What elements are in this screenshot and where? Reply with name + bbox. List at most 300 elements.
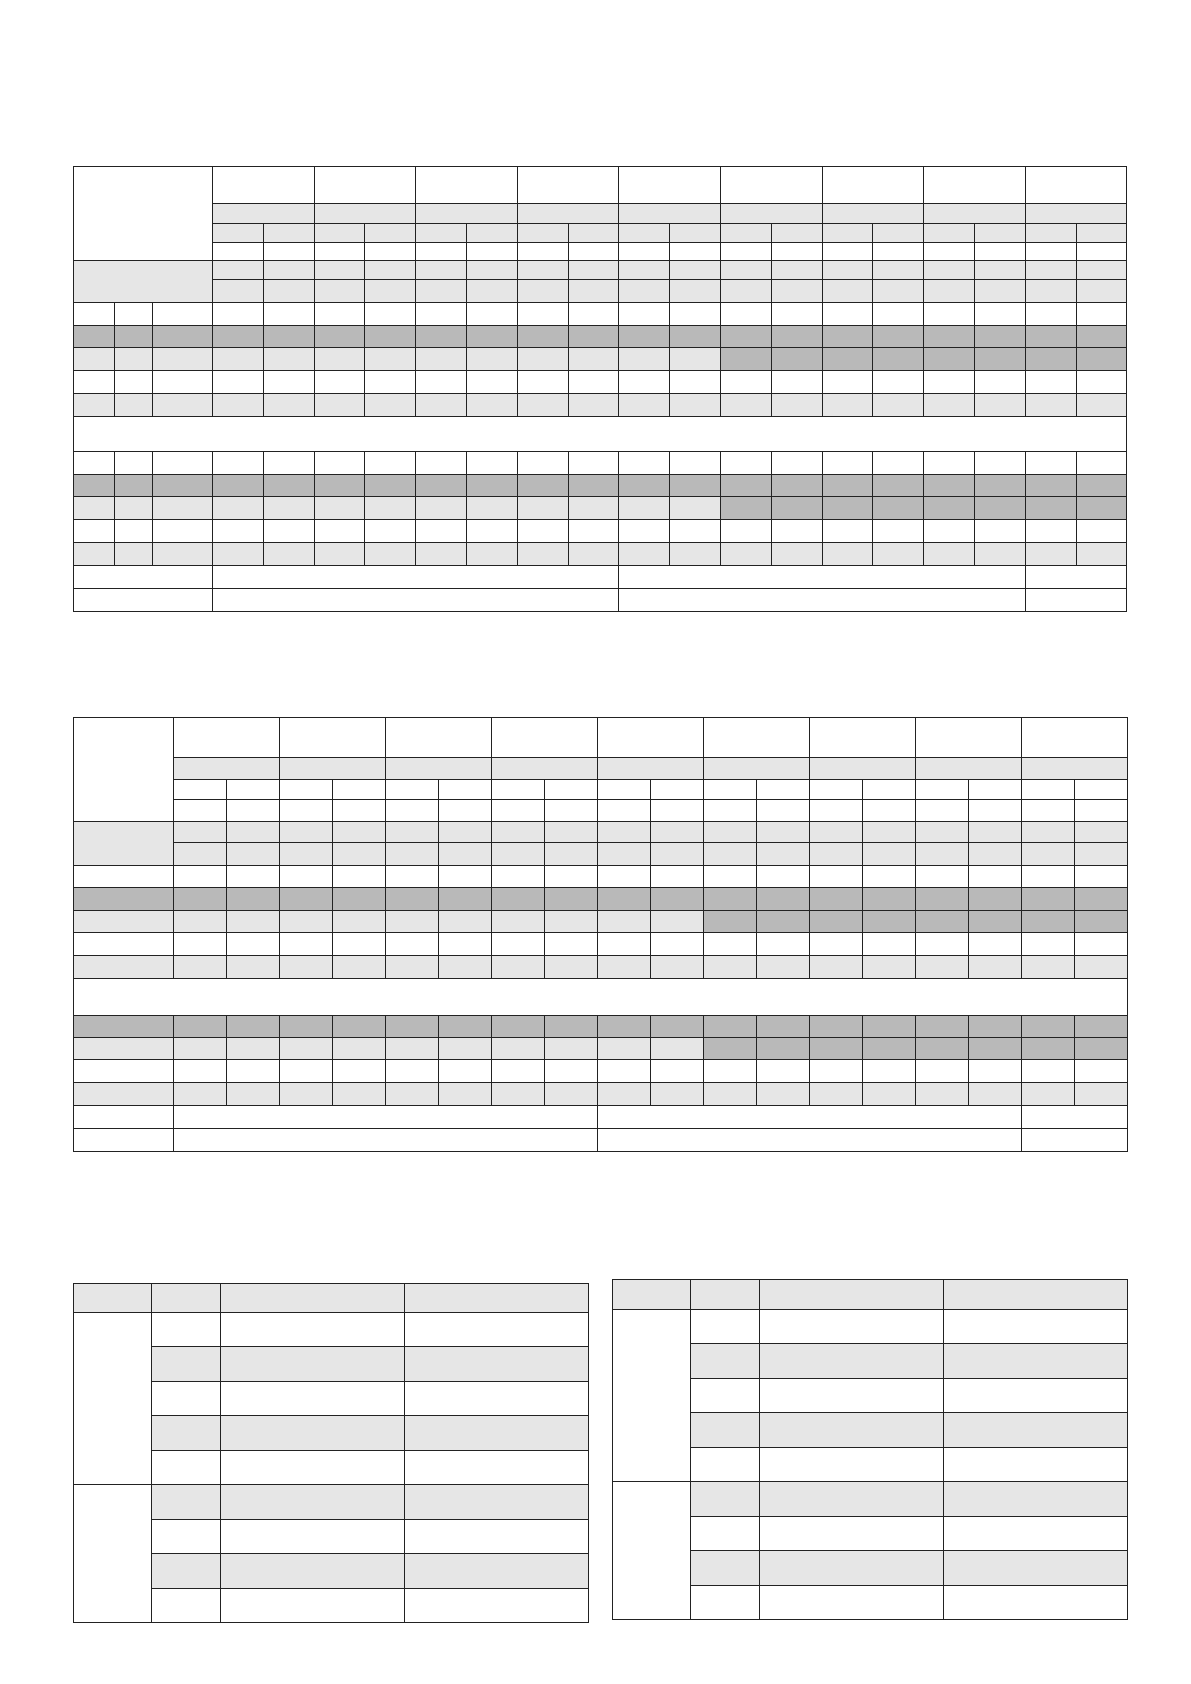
t1-cell <box>1025 261 1076 280</box>
t2-cell <box>757 866 810 888</box>
t1-cell <box>720 224 771 243</box>
t1-cell <box>213 167 315 204</box>
t1-cell <box>568 261 619 280</box>
t3-cell <box>152 1313 221 1347</box>
t1-cell <box>771 475 822 497</box>
t3-row <box>74 1485 589 1520</box>
t1-cell <box>771 394 822 417</box>
t4-cell <box>760 1280 944 1310</box>
t1-cell <box>568 543 619 566</box>
t2-cell <box>1075 800 1128 822</box>
t1-cell <box>873 326 924 348</box>
t2-cell <box>174 1016 227 1038</box>
t4-cell <box>760 1448 944 1482</box>
t1-cell <box>365 326 416 348</box>
t1-cell <box>365 261 416 280</box>
t1-cell <box>365 520 416 543</box>
t2-cell <box>333 1083 386 1106</box>
t1-cell <box>974 543 1025 566</box>
t1-cell <box>720 303 771 326</box>
t2-cell <box>863 780 916 800</box>
t3-cell <box>74 1313 152 1485</box>
t1-row <box>74 243 1127 261</box>
t1-cell <box>365 497 416 520</box>
t1-cell <box>670 543 721 566</box>
t2-cell <box>280 866 333 888</box>
t1-row <box>74 224 1127 243</box>
t1-cell <box>153 520 213 543</box>
t2-cell <box>386 1038 439 1060</box>
t1-cell <box>619 475 670 497</box>
t2-cell <box>916 1016 969 1038</box>
t2-cell <box>386 866 439 888</box>
t2-cell <box>1022 888 1075 911</box>
t2-cell <box>1022 1083 1075 1106</box>
t1-cell <box>771 543 822 566</box>
t2-cell <box>386 718 492 758</box>
t1-row <box>74 261 1127 280</box>
t2-cell <box>386 780 439 800</box>
t2-cell <box>704 956 757 979</box>
t1-cell <box>974 261 1025 280</box>
t4-cell <box>760 1586 944 1620</box>
t2-cell <box>545 800 598 822</box>
t1-cell <box>974 224 1025 243</box>
t2-cell <box>174 933 227 956</box>
t2-cell <box>74 933 174 956</box>
t1-cell <box>517 394 568 417</box>
t2-cell <box>1075 1060 1128 1083</box>
t1-cell <box>822 224 873 243</box>
t2-cell <box>651 888 704 911</box>
t2-cell <box>333 1016 386 1038</box>
t1-cell <box>416 167 518 204</box>
t2-cell <box>704 800 757 822</box>
t1-cell <box>314 543 365 566</box>
t2-cell <box>598 758 704 780</box>
t1-cell <box>467 452 518 475</box>
t1-cell <box>873 452 924 475</box>
t4-row <box>613 1310 1128 1344</box>
t2-cell <box>227 843 280 866</box>
t1-cell <box>1025 204 1127 224</box>
t4-cell <box>691 1310 760 1344</box>
t1-cell <box>924 261 975 280</box>
t2-cell <box>1075 822 1128 843</box>
t1-cell <box>873 243 924 261</box>
t1-row <box>74 589 1127 612</box>
t3-cell <box>152 1520 221 1554</box>
t2-cell <box>757 888 810 911</box>
t2-cell <box>810 888 863 911</box>
t2-cell <box>492 718 598 758</box>
t1-cell <box>670 475 721 497</box>
t1-cell <box>263 452 314 475</box>
t2-cell <box>1022 1038 1075 1060</box>
t2-cell <box>1075 911 1128 933</box>
t1-cell <box>822 167 924 204</box>
t2-cell <box>810 866 863 888</box>
t1-cell <box>314 326 365 348</box>
t4-cell <box>613 1482 691 1620</box>
t1-cell <box>822 475 873 497</box>
t1-cell <box>263 326 314 348</box>
t1-cell <box>822 497 873 520</box>
t1-cell <box>467 475 518 497</box>
t2-cell <box>492 843 545 866</box>
t1-cell <box>314 303 365 326</box>
t2-cell <box>74 956 174 979</box>
t1-cell <box>771 326 822 348</box>
t2-cell <box>916 1060 969 1083</box>
t1-cell <box>213 348 264 371</box>
t2-cell <box>810 933 863 956</box>
t2-cell <box>280 780 333 800</box>
t3-cell <box>152 1382 221 1416</box>
t1-cell <box>365 452 416 475</box>
t1-cell <box>619 497 670 520</box>
t2-cell <box>916 718 1022 758</box>
t1-cell <box>115 452 153 475</box>
t2-cell <box>227 911 280 933</box>
t1-cell <box>619 224 670 243</box>
t2-cell <box>74 822 174 866</box>
t1-cell <box>416 243 467 261</box>
t1-cell <box>517 224 568 243</box>
t2-cell <box>651 1083 704 1106</box>
t2-cell <box>1022 1016 1075 1038</box>
t1-cell <box>74 167 213 261</box>
t1-row <box>74 452 1127 475</box>
t2-cell <box>810 718 916 758</box>
t1-cell <box>115 543 153 566</box>
t2-row <box>74 780 1128 800</box>
t1-cell <box>213 497 264 520</box>
t2-cell <box>1075 956 1128 979</box>
t1-cell <box>213 326 264 348</box>
t1-cell <box>873 303 924 326</box>
t2-cell <box>386 800 439 822</box>
t1-cell <box>467 326 518 348</box>
t2-cell <box>863 1016 916 1038</box>
t2-cell <box>651 1016 704 1038</box>
t1-row <box>74 417 1127 452</box>
t1-cell <box>771 497 822 520</box>
t2-cell <box>492 956 545 979</box>
t4-row <box>613 1551 1128 1586</box>
t1-cell <box>517 243 568 261</box>
t1-cell <box>115 520 153 543</box>
t3-cell <box>152 1416 221 1451</box>
t2-cell <box>863 956 916 979</box>
t2-cell <box>810 1016 863 1038</box>
t3-row <box>74 1554 589 1589</box>
t2-cell <box>386 822 439 843</box>
t1-cell <box>115 326 153 348</box>
t1-cell <box>1025 543 1076 566</box>
t2-cell <box>439 911 492 933</box>
t2-cell <box>651 800 704 822</box>
t2-cell <box>1022 956 1075 979</box>
t1-cell <box>314 475 365 497</box>
t3-cell <box>74 1485 152 1623</box>
t1-cell <box>213 261 264 280</box>
t2-cell <box>810 843 863 866</box>
t1-cell <box>213 204 315 224</box>
t2-cell <box>333 780 386 800</box>
t3-row <box>74 1520 589 1554</box>
t2-cell <box>492 758 598 780</box>
t2-cell <box>810 822 863 843</box>
t1-row <box>74 280 1127 303</box>
t1-cell <box>974 243 1025 261</box>
t2-cell <box>386 1083 439 1106</box>
t3-cell <box>405 1451 589 1485</box>
t1-cell <box>873 280 924 303</box>
t1-cell <box>1025 303 1076 326</box>
t2-cell <box>492 822 545 843</box>
t2-cell <box>227 780 280 800</box>
t1-cell <box>619 167 721 204</box>
t1-cell <box>619 303 670 326</box>
t2-row <box>74 911 1128 933</box>
t3-cell <box>152 1589 221 1623</box>
t2-cell <box>1022 718 1128 758</box>
t1-cell <box>720 452 771 475</box>
t2-cell <box>386 1060 439 1083</box>
t2-cell <box>810 1060 863 1083</box>
t1-cell <box>822 348 873 371</box>
t2-row <box>74 1038 1128 1060</box>
t2-cell <box>757 780 810 800</box>
t2-cell <box>227 888 280 911</box>
t1-cell <box>1025 394 1076 417</box>
t2-cell <box>1022 822 1075 843</box>
t2-row <box>74 866 1128 888</box>
t4-row <box>613 1379 1128 1413</box>
t3-cell <box>221 1347 405 1382</box>
t2-cell <box>704 822 757 843</box>
t1-cell <box>720 348 771 371</box>
t2-cell <box>492 866 545 888</box>
t1-cell <box>213 224 264 243</box>
t2-cell <box>174 1083 227 1106</box>
t2-cell <box>598 822 651 843</box>
t2-cell <box>598 866 651 888</box>
t2-cell <box>704 1038 757 1060</box>
t2-cell <box>651 822 704 843</box>
t1-cell <box>1076 326 1127 348</box>
t4-cell <box>691 1551 760 1586</box>
t2-cell <box>545 956 598 979</box>
t2-cell <box>916 758 1022 780</box>
t2-cell <box>704 888 757 911</box>
t4-cell <box>760 1517 944 1551</box>
t2-row <box>74 1016 1128 1038</box>
t1-cell <box>74 348 115 371</box>
t1-cell <box>365 224 416 243</box>
t2-cell <box>969 780 1022 800</box>
t2-cell <box>174 718 280 758</box>
t1-cell <box>314 167 416 204</box>
t3-cell <box>221 1589 405 1623</box>
t1-cell <box>670 371 721 394</box>
t1-cell <box>670 326 721 348</box>
t1-cell <box>1076 497 1127 520</box>
t1-cell <box>568 475 619 497</box>
t1-cell <box>263 497 314 520</box>
t1-cell <box>822 326 873 348</box>
t2-cell <box>545 1083 598 1106</box>
t1-cell <box>467 371 518 394</box>
t1-cell <box>416 204 518 224</box>
t2-cell <box>651 933 704 956</box>
t2-cell <box>1022 933 1075 956</box>
t1-cell <box>416 543 467 566</box>
t1-cell <box>822 204 924 224</box>
t2-cell <box>1075 843 1128 866</box>
t1-cell <box>115 371 153 394</box>
t2-cell <box>227 866 280 888</box>
t1-cell <box>365 543 416 566</box>
t2-cell <box>545 888 598 911</box>
t3-row <box>74 1382 589 1416</box>
t1-cell <box>822 520 873 543</box>
t1-cell <box>213 543 264 566</box>
t2-cell <box>280 800 333 822</box>
t2-cell <box>439 843 492 866</box>
t2-cell <box>386 758 492 780</box>
t1-cell <box>924 452 975 475</box>
t1-cell <box>263 475 314 497</box>
t1-cell <box>568 497 619 520</box>
t2-cell <box>74 1016 174 1038</box>
t2-cell <box>545 1016 598 1038</box>
t2-cell <box>439 956 492 979</box>
t1-cell <box>213 589 619 612</box>
t2-cell <box>1075 933 1128 956</box>
t2-cell <box>174 758 280 780</box>
t3-row <box>74 1451 589 1485</box>
t2-cell <box>439 800 492 822</box>
t2-cell <box>863 1060 916 1083</box>
t2-cell <box>545 843 598 866</box>
t1-cell <box>619 520 670 543</box>
t1-cell <box>416 497 467 520</box>
t1-cell <box>873 475 924 497</box>
t1-cell <box>74 589 213 612</box>
t4-cell <box>944 1344 1128 1379</box>
t3-cell <box>405 1554 589 1589</box>
t1-cell <box>1076 475 1127 497</box>
t2-cell <box>757 1038 810 1060</box>
t2-cell <box>1075 1016 1128 1038</box>
t1-cell <box>517 303 568 326</box>
t2-cell <box>174 866 227 888</box>
t4-row <box>613 1413 1128 1448</box>
t1-cell <box>74 566 213 589</box>
t2-cell <box>916 822 969 843</box>
t1-cell <box>619 394 670 417</box>
t2-cell <box>704 933 757 956</box>
t2-cell <box>598 1060 651 1083</box>
t1-cell <box>115 394 153 417</box>
t1-row <box>74 497 1127 520</box>
t1-cell <box>314 261 365 280</box>
t2-cell <box>227 800 280 822</box>
t1-cell <box>568 326 619 348</box>
t4-cell <box>944 1413 1128 1448</box>
t3-cell <box>152 1554 221 1589</box>
t2-cell <box>280 933 333 956</box>
t1-cell <box>924 204 1026 224</box>
t2-cell <box>969 956 1022 979</box>
middle-spec-table <box>73 717 1128 1152</box>
t2-cell <box>74 718 174 822</box>
t2-cell <box>598 1106 1022 1129</box>
t2-cell <box>969 800 1022 822</box>
t2-cell <box>598 933 651 956</box>
t1-cell <box>974 326 1025 348</box>
t3-cell <box>152 1451 221 1485</box>
t3-cell <box>405 1589 589 1623</box>
t1-row <box>74 566 1127 589</box>
t2-cell <box>651 1060 704 1083</box>
t4-cell <box>944 1448 1128 1482</box>
t2-cell <box>333 1060 386 1083</box>
t1-cell <box>314 224 365 243</box>
t2-cell <box>227 1016 280 1038</box>
t2-cell <box>757 911 810 933</box>
t4-row <box>613 1482 1128 1517</box>
t1-cell <box>924 243 975 261</box>
t1-cell <box>517 543 568 566</box>
t1-cell <box>924 520 975 543</box>
t1-cell <box>213 520 264 543</box>
t1-cell <box>416 224 467 243</box>
t1-cell <box>1025 497 1076 520</box>
t2-cell <box>863 866 916 888</box>
t2-cell <box>280 956 333 979</box>
t2-cell <box>863 843 916 866</box>
t4-cell <box>760 1413 944 1448</box>
t1-cell <box>467 280 518 303</box>
t2-cell <box>969 933 1022 956</box>
t1-cell <box>720 326 771 348</box>
t1-cell <box>771 224 822 243</box>
t4-row <box>613 1586 1128 1620</box>
t2-cell <box>492 1060 545 1083</box>
t3-row <box>74 1589 589 1623</box>
t2-cell <box>969 1016 1022 1038</box>
t4-cell <box>944 1379 1128 1413</box>
t1-cell <box>924 303 975 326</box>
t2-row <box>74 718 1128 758</box>
t2-cell <box>810 956 863 979</box>
t1-cell <box>1076 394 1127 417</box>
t1-cell <box>771 280 822 303</box>
t1-cell <box>74 303 115 326</box>
t2-cell <box>810 1038 863 1060</box>
t1-cell <box>263 348 314 371</box>
t1-cell <box>153 543 213 566</box>
t1-cell <box>720 475 771 497</box>
t1-cell <box>670 261 721 280</box>
t2-cell <box>863 1038 916 1060</box>
t1-cell <box>720 394 771 417</box>
t1-cell <box>720 520 771 543</box>
t1-cell <box>974 280 1025 303</box>
